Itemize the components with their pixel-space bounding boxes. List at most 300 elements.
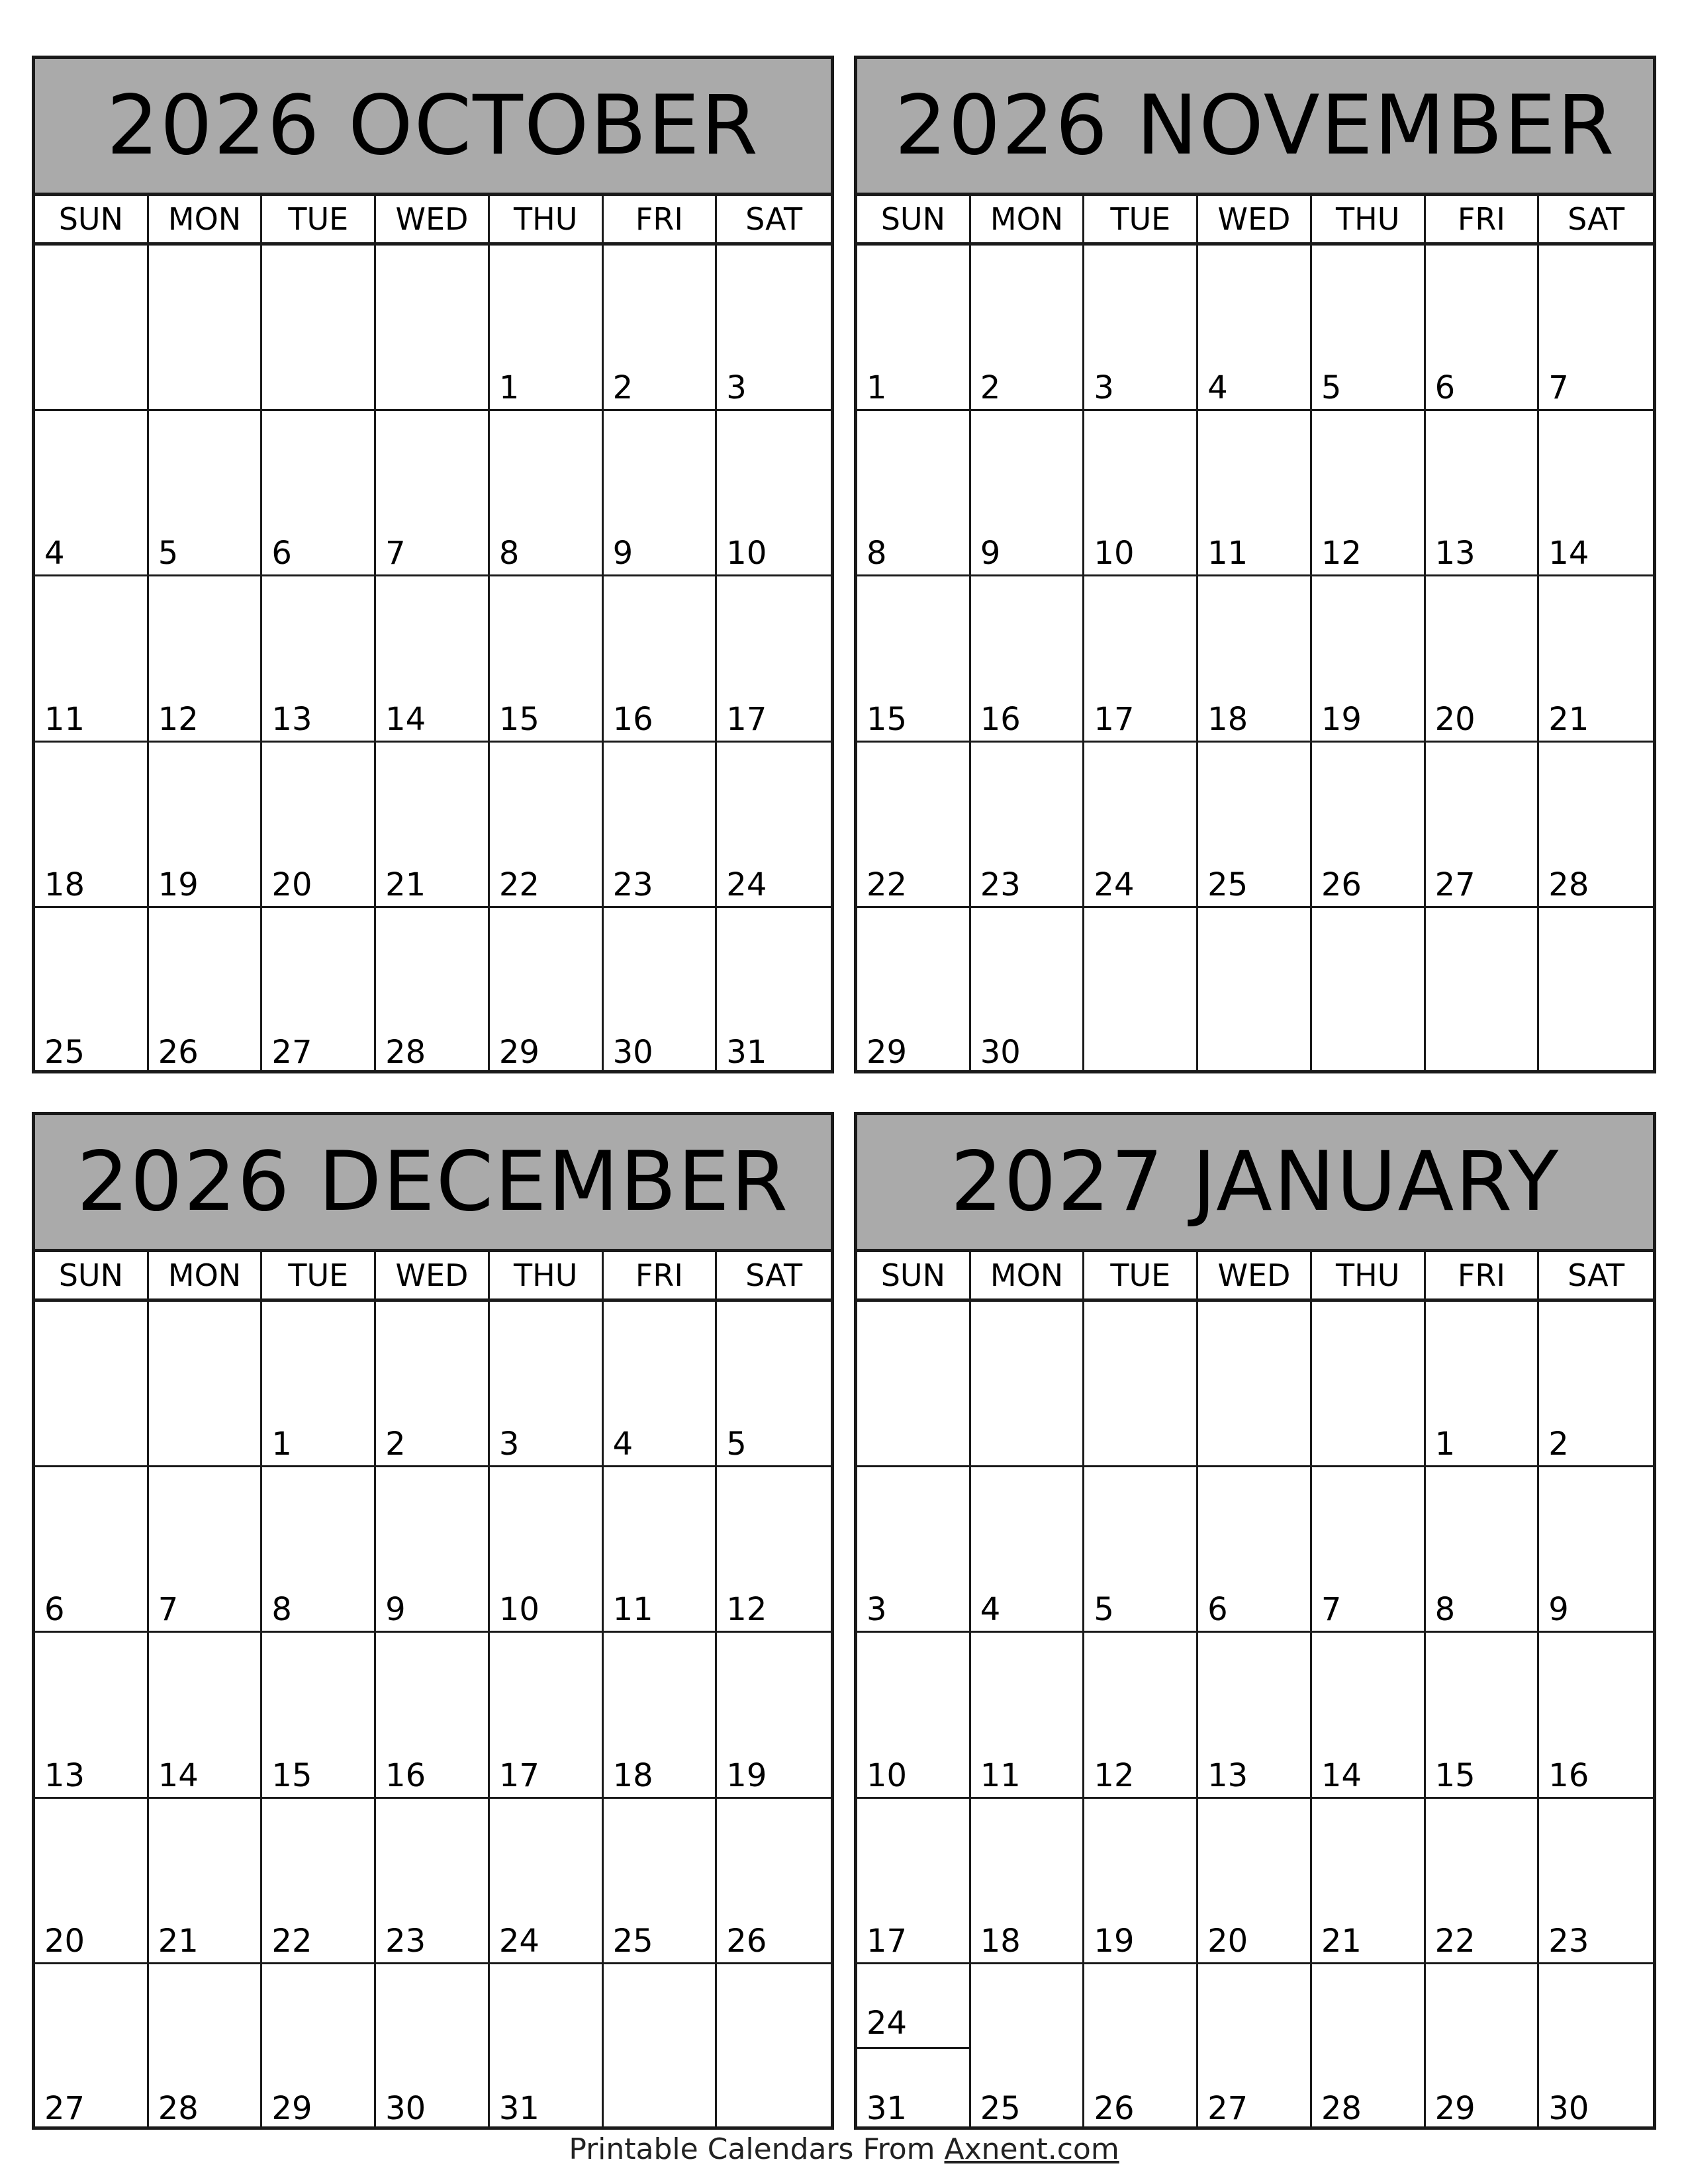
day-cell xyxy=(490,246,604,411)
day-number: 29 xyxy=(498,1033,539,1071)
day-number: 28 xyxy=(1321,2089,1362,2127)
day-number: 2 xyxy=(612,369,633,407)
day-cell xyxy=(490,1799,604,1964)
day-number: 19 xyxy=(1094,1922,1135,1960)
day-number: 28 xyxy=(385,1033,426,1071)
day-number: 31 xyxy=(867,2089,908,2127)
day-number: 17 xyxy=(498,1756,539,1794)
day-cell xyxy=(490,743,604,908)
day-number: 6 xyxy=(1434,369,1456,407)
day-number: 10 xyxy=(726,535,767,572)
day-cell xyxy=(717,1302,831,1467)
day-cell xyxy=(1426,576,1540,742)
day-cell xyxy=(971,1633,1085,1798)
day-number: 26 xyxy=(726,1922,767,1960)
day-number: 4 xyxy=(44,535,65,572)
month-title: 2026 OCTOBER xyxy=(35,59,831,196)
day-cell xyxy=(376,1467,490,1633)
weekday-label: SUN xyxy=(857,1252,971,1298)
day-number: 25 xyxy=(612,1922,653,1960)
weekday-label: SAT xyxy=(745,1257,803,1293)
day-number: 23 xyxy=(612,866,653,903)
day-number: 23 xyxy=(385,1922,426,1960)
day-number: 13 xyxy=(44,1756,85,1794)
day-number: 24 xyxy=(498,1922,539,1960)
day-cell xyxy=(1426,411,1540,576)
month-title: 2026 DECEMBER xyxy=(35,1115,831,1252)
day-cell xyxy=(604,908,718,1073)
day-cell xyxy=(376,908,490,1073)
day-cell xyxy=(1426,1964,1540,2130)
day-cell xyxy=(376,1633,490,1798)
day-cell xyxy=(1084,743,1198,908)
day-number: 18 xyxy=(612,1756,653,1794)
day-cell xyxy=(1198,908,1312,1073)
day-number: 4 xyxy=(612,1426,633,1463)
day-number: 4 xyxy=(1207,369,1228,407)
day-cell xyxy=(262,1799,376,1964)
day-number: 20 xyxy=(271,866,312,903)
day-number: 9 xyxy=(385,1591,406,1629)
day-cell xyxy=(857,1302,971,1467)
day-cell xyxy=(262,1302,376,1467)
day-cell xyxy=(262,1633,376,1798)
day-number: 27 xyxy=(271,1033,312,1071)
day-number: 3 xyxy=(867,1591,887,1629)
footer-link[interactable]: Axnent.com xyxy=(944,2132,1119,2166)
day-cell xyxy=(35,1633,149,1798)
day-number: 18 xyxy=(1207,700,1248,738)
day-number: 22 xyxy=(1434,1922,1476,1960)
day-cell xyxy=(1312,908,1426,1073)
day-cell xyxy=(1426,908,1540,1073)
day-cell xyxy=(857,246,971,411)
day-cell xyxy=(149,1302,263,1467)
day-number: 30 xyxy=(385,2089,426,2127)
day-cell xyxy=(376,1799,490,1964)
day-cell xyxy=(1539,246,1653,411)
day-number: 1 xyxy=(867,369,887,407)
day-cell xyxy=(149,246,263,411)
day-number: 21 xyxy=(385,866,426,903)
day-cell xyxy=(971,1964,1085,2130)
day-number: 29 xyxy=(271,2089,312,2127)
day-number: 18 xyxy=(980,1922,1021,1960)
days-grid xyxy=(35,1302,831,2130)
day-number: 15 xyxy=(271,1756,312,1794)
footer xyxy=(0,2132,1688,2166)
weekday-label: THU xyxy=(490,196,604,242)
day-number: 16 xyxy=(385,1756,426,1794)
day-cell xyxy=(1198,1633,1312,1798)
day-cell xyxy=(262,246,376,411)
day-number: 11 xyxy=(980,1756,1021,1794)
day-number: 7 xyxy=(385,535,406,572)
day-number: 16 xyxy=(612,700,653,738)
day-cell xyxy=(1539,1964,1653,2130)
day-cell xyxy=(149,743,263,908)
day-cell xyxy=(35,743,149,908)
day-cell xyxy=(1426,1467,1540,1633)
day-number: 27 xyxy=(44,2089,85,2127)
day-number: 19 xyxy=(726,1756,767,1794)
day-number: 1 xyxy=(271,1426,292,1463)
day-cell xyxy=(717,1467,831,1633)
day-number: 3 xyxy=(498,1426,520,1463)
day-cell xyxy=(1312,411,1426,576)
weekday-label: MON xyxy=(971,196,1085,242)
day-number: 31 xyxy=(498,2089,539,2127)
day-cell xyxy=(971,246,1085,411)
weekday-label: MON xyxy=(149,1252,263,1298)
weekday-label: SUN xyxy=(35,196,149,242)
day-cell xyxy=(1084,246,1198,411)
day-number: 20 xyxy=(1207,1922,1248,1960)
day-number: 24 xyxy=(726,866,767,903)
day-number: 3 xyxy=(1094,369,1114,407)
day-cell xyxy=(35,246,149,411)
day-cell xyxy=(1426,246,1540,411)
weekday-header xyxy=(857,1252,1653,1302)
weekday-label: TUE xyxy=(1084,196,1198,242)
day-number: 7 xyxy=(158,1591,179,1629)
day-number: 6 xyxy=(44,1591,65,1629)
weekday-label: THU xyxy=(490,1252,604,1298)
day-cell xyxy=(1426,1799,1540,1964)
day-cell xyxy=(717,1964,831,2130)
month-november-2026 xyxy=(854,56,1656,1073)
day-cell xyxy=(717,908,831,1073)
day-cell xyxy=(604,1467,718,1633)
weekday-label: TUE xyxy=(1084,1252,1198,1298)
day-cell xyxy=(717,576,831,742)
day-cell xyxy=(1084,1799,1198,1964)
day-cell xyxy=(262,743,376,908)
day-number: 22 xyxy=(498,866,539,903)
day-number: 27 xyxy=(1207,2089,1248,2127)
day-number: 30 xyxy=(1548,2089,1589,2127)
day-cell xyxy=(262,411,376,576)
day-number: 1 xyxy=(1434,1426,1456,1463)
day-cell xyxy=(1084,1467,1198,1633)
day-number: 29 xyxy=(867,1033,908,1071)
day-cell xyxy=(857,576,971,742)
day-cell xyxy=(1198,1302,1312,1467)
day-number: 14 xyxy=(1321,1756,1362,1794)
day-number: 22 xyxy=(271,1922,312,1960)
day-cell xyxy=(1198,1799,1312,1964)
day-cell xyxy=(262,1964,376,2130)
day-cell xyxy=(35,411,149,576)
day-number: 1 xyxy=(498,369,520,407)
day-cell xyxy=(1312,1964,1426,2130)
day-cell xyxy=(1084,908,1198,1073)
weekday-label: SAT xyxy=(1568,1257,1625,1293)
weekday-label: FRI xyxy=(1426,196,1540,242)
weekday-label: THU xyxy=(1312,1252,1426,1298)
day-cell xyxy=(604,411,718,576)
day-cell xyxy=(376,743,490,908)
day-cell xyxy=(717,411,831,576)
day-cell xyxy=(717,246,831,411)
month-title: 2027 JANUARY xyxy=(857,1115,1653,1252)
day-number: 23 xyxy=(1548,1922,1589,1960)
day-number: 20 xyxy=(44,1922,85,1960)
day-cell xyxy=(35,576,149,742)
footer-text: Printable Calendars From xyxy=(569,2132,935,2166)
weekday-label: SAT xyxy=(1568,201,1625,237)
weekday-label: TUE xyxy=(262,1252,376,1298)
day-number: 28 xyxy=(158,2089,199,2127)
days-grid xyxy=(35,246,831,1073)
day-number: 10 xyxy=(867,1756,908,1794)
weekday-label: MON xyxy=(971,1252,1085,1298)
day-cell xyxy=(971,743,1085,908)
day-number: 26 xyxy=(1094,2089,1135,2127)
month-october-2026 xyxy=(32,56,834,1073)
day-cell xyxy=(35,1467,149,1633)
day-number: 12 xyxy=(726,1591,767,1629)
day-cell xyxy=(376,411,490,576)
day-cell xyxy=(1312,1799,1426,1964)
month-december-2026 xyxy=(32,1112,834,2130)
month-title: 2026 NOVEMBER xyxy=(857,59,1653,196)
day-number: 26 xyxy=(1321,866,1362,903)
day-cell xyxy=(604,1799,718,1964)
day-cell xyxy=(1426,1633,1540,1798)
day-cell xyxy=(604,576,718,742)
day-number: 5 xyxy=(1321,369,1342,407)
day-number: 4 xyxy=(980,1591,1001,1629)
weekday-label: SUN xyxy=(857,196,971,242)
day-cell xyxy=(604,246,718,411)
day-number: 30 xyxy=(612,1033,653,1071)
day-cell xyxy=(717,1633,831,1798)
day-cell xyxy=(857,1467,971,1633)
day-number: 17 xyxy=(726,700,767,738)
days-grid xyxy=(857,1302,1653,2130)
weekday-label: FRI xyxy=(1426,1252,1540,1298)
weekday-label: SAT xyxy=(745,201,803,237)
day-number: 24 xyxy=(1094,866,1135,903)
day-cell xyxy=(604,1964,718,2130)
weekday-label: WED xyxy=(1198,1252,1312,1298)
split-divider xyxy=(857,2047,969,2049)
day-cell xyxy=(1084,576,1198,742)
day-number: 29 xyxy=(1434,2089,1476,2127)
day-cell xyxy=(1539,1302,1653,1467)
day-number: 26 xyxy=(158,1033,199,1071)
day-number: 11 xyxy=(612,1591,653,1629)
day-cell xyxy=(604,1302,718,1467)
weekday-label: WED xyxy=(1198,196,1312,242)
day-cell xyxy=(1312,1467,1426,1633)
day-number: 25 xyxy=(44,1033,85,1071)
day-cell xyxy=(1198,576,1312,742)
day-number: 5 xyxy=(726,1426,747,1463)
day-number: 15 xyxy=(1434,1756,1476,1794)
day-cell xyxy=(1312,1302,1426,1467)
day-cell xyxy=(1539,576,1653,742)
weekday-header xyxy=(35,196,831,246)
day-cell xyxy=(149,1799,263,1964)
weekday-label: THU xyxy=(1312,196,1426,242)
day-number: 19 xyxy=(158,866,199,903)
day-number: 21 xyxy=(1321,1922,1362,1960)
day-number: 20 xyxy=(1434,700,1476,738)
day-number: 15 xyxy=(867,700,908,738)
day-cell xyxy=(857,1964,971,2130)
weekday-label: MON xyxy=(149,196,263,242)
day-cell xyxy=(1426,743,1540,908)
day-cell xyxy=(149,411,263,576)
day-number: 19 xyxy=(1321,700,1362,738)
day-number: 8 xyxy=(271,1591,292,1629)
day-cell xyxy=(35,1302,149,1467)
day-cell xyxy=(857,1799,971,1964)
day-number: 6 xyxy=(1207,1591,1228,1629)
day-cell xyxy=(1312,576,1426,742)
day-number: 6 xyxy=(271,535,292,572)
weekday-label: WED xyxy=(376,196,490,242)
day-number: 14 xyxy=(1548,535,1589,572)
day-cell xyxy=(1539,411,1653,576)
day-number: 9 xyxy=(612,535,633,572)
day-number: 8 xyxy=(867,535,887,572)
day-number: 11 xyxy=(1207,535,1248,572)
day-cell xyxy=(1312,1633,1426,1798)
day-cell xyxy=(149,1633,263,1798)
day-cell xyxy=(971,411,1085,576)
day-number: 14 xyxy=(385,700,426,738)
day-cell xyxy=(35,908,149,1073)
day-cell xyxy=(376,1302,490,1467)
day-number: 2 xyxy=(980,369,1001,407)
day-cell xyxy=(376,576,490,742)
day-number: 16 xyxy=(1548,1756,1589,1794)
day-number: 3 xyxy=(726,369,747,407)
day-cell xyxy=(604,1633,718,1798)
day-cell xyxy=(376,1964,490,2130)
day-cell xyxy=(857,411,971,576)
day-number: 7 xyxy=(1321,1591,1342,1629)
day-cell xyxy=(1198,1964,1312,2130)
day-cell xyxy=(149,576,263,742)
day-cell xyxy=(1312,743,1426,908)
day-number: 10 xyxy=(498,1591,539,1629)
day-cell xyxy=(376,246,490,411)
day-number: 31 xyxy=(726,1033,767,1071)
day-number: 23 xyxy=(980,866,1021,903)
day-number: 13 xyxy=(1434,535,1476,572)
day-cell xyxy=(1198,743,1312,908)
month-january-2027 xyxy=(854,1112,1656,2130)
day-cell xyxy=(1539,908,1653,1073)
day-cell xyxy=(490,411,604,576)
day-number: 10 xyxy=(1094,535,1135,572)
weekday-label: FRI xyxy=(604,1252,718,1298)
day-cell xyxy=(717,743,831,908)
day-cell xyxy=(1539,1799,1653,1964)
day-cell xyxy=(490,576,604,742)
day-cell xyxy=(971,576,1085,742)
day-cell xyxy=(1084,1964,1198,2130)
day-cell xyxy=(490,1302,604,1467)
day-number: 16 xyxy=(980,700,1021,738)
day-cell xyxy=(149,908,263,1073)
day-cell xyxy=(1084,1633,1198,1798)
day-number: 8 xyxy=(1434,1591,1456,1629)
day-cell xyxy=(971,1799,1085,1964)
day-number: 12 xyxy=(1321,535,1362,572)
day-number: 13 xyxy=(1207,1756,1248,1794)
day-cell xyxy=(35,1799,149,1964)
day-number: 11 xyxy=(44,700,85,738)
day-number: 13 xyxy=(271,700,312,738)
day-cell xyxy=(149,1964,263,2130)
day-cell xyxy=(149,1467,263,1633)
day-cell xyxy=(262,908,376,1073)
day-cell xyxy=(262,1467,376,1633)
day-cell xyxy=(857,743,971,908)
day-number: 7 xyxy=(1548,369,1569,407)
weekday-header xyxy=(857,196,1653,246)
day-cell xyxy=(1426,1302,1540,1467)
day-cell xyxy=(1084,411,1198,576)
day-cell xyxy=(1198,1467,1312,1633)
day-cell xyxy=(857,1633,971,1798)
day-number: 2 xyxy=(385,1426,406,1463)
day-number: 28 xyxy=(1548,866,1589,903)
day-number: 25 xyxy=(980,2089,1021,2127)
day-cell xyxy=(490,1964,604,2130)
day-cell xyxy=(857,908,971,1073)
day-cell xyxy=(971,1302,1085,1467)
day-cell xyxy=(971,908,1085,1073)
day-cell xyxy=(604,743,718,908)
day-number: 25 xyxy=(1207,866,1248,903)
day-cell xyxy=(971,1467,1085,1633)
day-number: 5 xyxy=(158,535,179,572)
weekday-label: TUE xyxy=(262,196,376,242)
weekday-label: FRI xyxy=(604,196,718,242)
day-number: 30 xyxy=(980,1033,1021,1071)
day-number: 17 xyxy=(867,1922,908,1960)
day-cell xyxy=(262,576,376,742)
day-cell xyxy=(35,1964,149,2130)
day-number: 17 xyxy=(1094,700,1135,738)
day-number: 27 xyxy=(1434,866,1476,903)
day-cell xyxy=(1539,743,1653,908)
day-number: 5 xyxy=(1094,1591,1114,1629)
day-number: 24 xyxy=(867,2004,908,2042)
day-number: 21 xyxy=(1548,700,1589,738)
day-number: 8 xyxy=(498,535,520,572)
day-cell xyxy=(490,1467,604,1633)
days-grid xyxy=(857,246,1653,1073)
day-number: 2 xyxy=(1548,1426,1569,1463)
day-number: 15 xyxy=(498,700,539,738)
day-cell xyxy=(1084,1302,1198,1467)
day-number: 9 xyxy=(1548,1591,1569,1629)
day-cell xyxy=(1198,246,1312,411)
day-number: 12 xyxy=(158,700,199,738)
weekday-label: SUN xyxy=(35,1252,149,1298)
day-number: 9 xyxy=(980,535,1001,572)
day-number: 21 xyxy=(158,1922,199,1960)
day-cell xyxy=(490,908,604,1073)
weekday-header xyxy=(35,1252,831,1302)
